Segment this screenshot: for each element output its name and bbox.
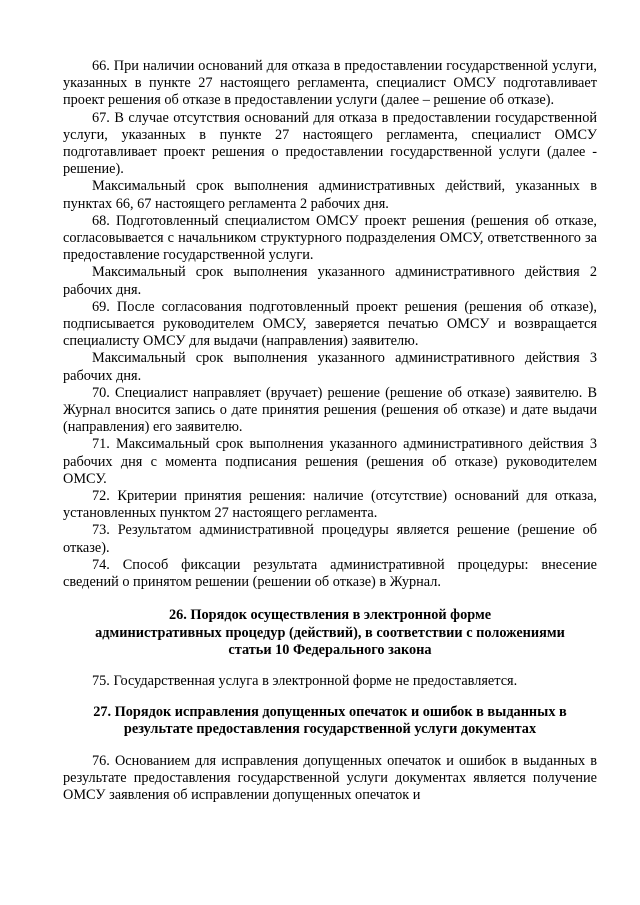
section-26-heading-line-1: 26. Порядок осуществления в электронной форме [168, 607, 492, 624]
paragraph-deadline-66-67: Максимальный срок выполнения административных действий, указанных в пунктах 66, 67 настоящего регламента 2 рабочих дня. [63, 178, 597, 212]
document-page [63, 58, 597, 804]
paragraph-75: 75. Государственная услуга в электронной форме не предоставляется. [92, 672, 518, 689]
paragraph-66: 66. При наличии оснований для отказа в предоставлении государственной услуги, указанных в пункте 27 настоящего регламента, специалист ОМСУ подготавливает проект решения об отказе в предоставлении услуги (далее – решение об отказе). [63, 58, 597, 109]
spacer [63, 739, 597, 753]
section-27-heading [63, 704, 597, 738]
paragraph-70: 70. Специалист направляет (вручает) решение (решение об отказе) заявителю. В Журнал вносится запись о дате принятия решения (решения об отказе) и дате выдачи (направления) его заявителю. [63, 384, 597, 436]
paragraph-deadline-69: Максимальный срок выполнения указанного административного действия 3 рабочих дня. [63, 350, 597, 384]
paragraph-72: 72. Критерии принятия решения: наличие (отсутствие) оснований для отказа, установленных пунктом 27 настоящего регламента. [63, 488, 597, 522]
paragraph-76: 76. Основанием для исправления допущенных опечаток и ошибок в выданных в результате предоставления государственной услуги документах является получение ОМСУ заявления об исправлении допущенных опечаток и [63, 752, 597, 803]
paragraph-74: 74. Способ фиксации результата административной процедуры: внесение сведений о принятом решении (решении об отказе) в Журнал. [63, 556, 597, 591]
section-27-heading-line-1: 27. Порядок исправления допущенных опечаток и ошибок в выданных в [93, 704, 567, 721]
paragraph-67: 67. В случае отсутствия оснований для отказа в предоставлении государственной услуги, указанных в пункте 27 настоящего регламента, специалист ОМСУ подготавливает проект решения о предоставлении государственной услуги (далее - решение). [63, 109, 597, 178]
section-26-heading [63, 607, 597, 659]
section-26-heading-line-3: статьи 10 Федерального закона [228, 641, 432, 658]
spacer [63, 690, 597, 704]
paragraph-73: 73. Результатом административной процедуры является решение (решение об отказе). [63, 522, 597, 556]
paragraph-69: 69. После согласования подготовленный проект решения (решения об отказе), подписывается руководителем ОМСУ, заверяется печатью ОМСУ и возвращается специалисту ОМСУ для выдачи (направления) заявителю. [63, 298, 597, 350]
paragraph-71: 71. Максимальный срок выполнения указанного административного действия 3 рабочих дня с момента подписания решения (решения об отказе) руководителем ОМСУ. [63, 436, 597, 487]
spacer [63, 659, 597, 673]
paragraph-deadline-68: Максимальный срок выполнения указанного административного действия 2 рабочих дня. [63, 264, 597, 298]
spacer [63, 591, 597, 607]
section-26-heading-line-2: административных процедур (действий), в соответствии с положениями [95, 624, 565, 641]
paragraph-68: 68. Подготовленный специалистом ОМСУ проект решения (решения об отказе, согласовывается с начальником структурного подразделения ОМСУ, ответственного за предоставление государственной услуги. [63, 212, 597, 264]
section-27-heading-line-2: результате предоставления государственной услуги документах [123, 721, 537, 738]
